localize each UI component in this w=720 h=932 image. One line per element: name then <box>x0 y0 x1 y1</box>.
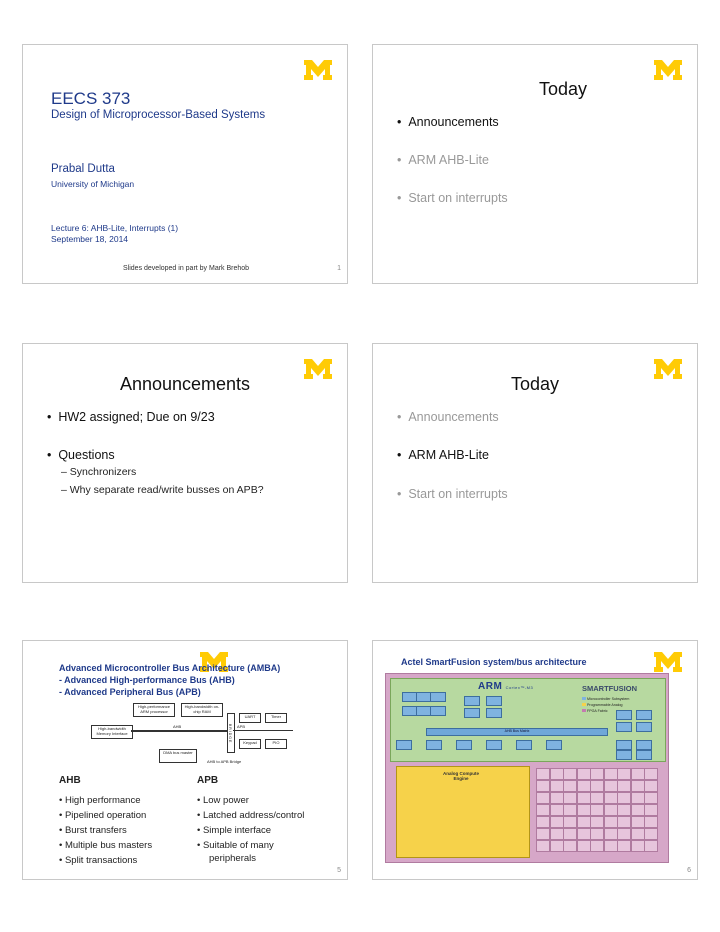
course-subtitle: Design of Microprocessor-Based Systems <box>51 109 266 121</box>
mss-block <box>616 722 632 732</box>
smartfusion-logo: SMARTFUSION <box>582 684 637 693</box>
credit-line: Slides developed in part by Mark Brehob <box>123 265 250 272</box>
mss-block <box>616 740 632 750</box>
apb-item: • Simple interface <box>197 825 272 836</box>
bus-matrix: AHB Bus Matrix <box>426 728 608 736</box>
slide-title: Today <box>538 79 587 99</box>
legend-mss: Microcontroller Subsystem <box>582 696 629 702</box>
author-name: Prabal Dutta <box>51 163 115 175</box>
fpga-tile <box>577 792 591 804</box>
fpga-tile <box>536 780 550 792</box>
fpga-tile <box>604 816 618 828</box>
fpga-tile <box>631 828 645 840</box>
fpga-tile <box>644 804 658 816</box>
fpga-tile <box>590 828 604 840</box>
fpga-fabric <box>536 768 660 854</box>
mss-block <box>430 706 446 716</box>
ahb-item: • Burst transfers <box>59 825 127 836</box>
mss-block <box>516 740 532 750</box>
slide-title: Actel SmartFusion system/bus architecture <box>401 657 587 667</box>
bullet-ahb-lite: • ARM AHB-Lite <box>397 153 489 167</box>
legend-fpga: FPGA Fabric <box>582 708 629 714</box>
mss-block <box>636 750 652 760</box>
diagram-ahb-bus <box>131 730 227 732</box>
mss-block <box>636 740 652 750</box>
bullet-interrupts: • Start on interrupts <box>397 191 508 205</box>
fpga-tile <box>577 828 591 840</box>
mss-block <box>486 708 502 718</box>
mss-block <box>636 710 652 720</box>
fpga-tile <box>550 768 564 780</box>
fpga-tile <box>590 804 604 816</box>
fpga-tile <box>550 828 564 840</box>
bullet-announcements: • Announcements <box>397 410 499 424</box>
apb-list-continuation: peripherals <box>209 853 256 864</box>
slide-6 <box>372 640 698 880</box>
fpga-tile <box>563 768 577 780</box>
diagram-ram-box: High-bandwidth on-chip RAM <box>181 703 223 717</box>
diagram-timer-box: Timer <box>265 713 287 723</box>
lecture-title: Lecture 6: AHB-Lite, Interrupts (1) <box>51 223 179 233</box>
fpga-tile <box>631 816 645 828</box>
fpga-tile <box>563 804 577 816</box>
acc-block <box>396 766 530 858</box>
acc-label: Analog Compute Engine <box>443 771 479 781</box>
mss-block <box>636 722 652 732</box>
fpga-tile <box>563 780 577 792</box>
diagram-apb-label: APB <box>237 724 246 729</box>
fpga-tile <box>590 780 604 792</box>
fpga-tile <box>604 780 618 792</box>
fpga-tile <box>617 816 631 828</box>
michigan-m-logo <box>303 59 333 81</box>
fpga-tile <box>604 792 618 804</box>
page-number: 5 <box>337 867 341 874</box>
bullet-interrupts: • Start on interrupts <box>397 487 508 501</box>
diagram-mem-box: High-bandwidth Memory Interface <box>91 725 133 739</box>
ahb-column-heading: AHB <box>59 775 81 786</box>
fpga-tile <box>604 768 618 780</box>
fpga-tile <box>550 792 564 804</box>
mss-block <box>616 750 632 760</box>
fpga-tile <box>604 828 618 840</box>
fpga-tile <box>536 768 550 780</box>
slide-title: Announcements <box>119 374 251 394</box>
fpga-tile <box>536 840 550 852</box>
mss-block <box>456 740 472 750</box>
fpga-tile <box>644 840 658 852</box>
fpga-tile <box>617 840 631 852</box>
fpga-tile <box>617 792 631 804</box>
apb-feature-list <box>197 793 304 853</box>
slide-5 <box>22 640 348 880</box>
fpga-tile <box>644 816 658 828</box>
fpga-tile <box>617 780 631 792</box>
bullet-hw2: • HW2 assigned; Due on 9/23 <box>47 410 215 424</box>
bullet-ahb-lite: • ARM AHB-Lite <box>397 448 489 462</box>
mss-block <box>426 740 442 750</box>
slide-2 <box>372 44 698 284</box>
mss-block <box>396 740 412 750</box>
sub-bullet-apb-busses: – Why separate read/write busses on APB? <box>61 484 264 496</box>
ahb-item: • Multiple bus masters <box>59 840 153 851</box>
diagram-apb-bus <box>233 730 293 731</box>
fpga-tile <box>644 792 658 804</box>
fpga-tile <box>590 840 604 852</box>
diagram-uart-box: UART <box>239 713 261 723</box>
fpga-tile <box>631 768 645 780</box>
fpga-tile <box>604 840 618 852</box>
fpga-tile <box>577 768 591 780</box>
fpga-tile <box>536 816 550 828</box>
amba-apb-line: - Advanced Peripheral Bus (APB) <box>59 687 201 697</box>
diagram-bridge-caption: AHB to APB Bridge <box>207 759 242 764</box>
slide-4 <box>372 343 698 583</box>
fpga-tile <box>604 804 618 816</box>
fpga-tile <box>631 840 645 852</box>
fpga-tile <box>577 816 591 828</box>
fpga-tile <box>577 780 591 792</box>
fpga-tile <box>631 780 645 792</box>
fpga-tile <box>631 792 645 804</box>
mss-block <box>464 696 480 706</box>
apb-item: • Low power <box>197 795 249 806</box>
fpga-tile <box>563 840 577 852</box>
fpga-tile <box>550 804 564 816</box>
bullet-questions: • Questions <box>47 448 115 462</box>
mss-block <box>486 740 502 750</box>
fpga-tile <box>644 780 658 792</box>
michigan-m-logo <box>653 651 683 673</box>
ahb-feature-list <box>59 793 152 868</box>
diagram-keypad-box: Keypad <box>239 739 261 749</box>
page-number: 6 <box>687 867 691 874</box>
fpga-tile <box>550 816 564 828</box>
fpga-tile <box>550 780 564 792</box>
fpga-tile <box>617 768 631 780</box>
diagram-ahb-label: AHB <box>173 724 182 729</box>
fpga-tile <box>631 804 645 816</box>
fpga-tile <box>590 816 604 828</box>
slide-1 <box>22 44 348 284</box>
fpga-tile <box>536 828 550 840</box>
legend-analog: Programmable Analog <box>582 702 629 708</box>
fpga-tile <box>577 804 591 816</box>
apb-item: • Suitable of many <box>197 840 274 851</box>
fpga-tile <box>590 792 604 804</box>
fpga-tile <box>577 840 591 852</box>
amba-heading: Advanced Microcontroller Bus Architecture (AMBA) <box>59 663 281 673</box>
mss-block <box>546 740 562 750</box>
page-number: 1 <box>337 265 341 272</box>
fpga-tile <box>563 816 577 828</box>
fpga-tile <box>590 768 604 780</box>
bullet-announcements: • Announcements <box>397 115 499 129</box>
slide-3 <box>22 343 348 583</box>
lecture-date: September 18, 2014 <box>51 234 129 244</box>
affiliation: University of Michigan <box>51 179 135 189</box>
fpga-tile <box>644 828 658 840</box>
fpga-tile <box>617 804 631 816</box>
smartfusion-diagram <box>385 673 669 863</box>
fpga-tile <box>563 792 577 804</box>
amba-diagram <box>89 701 299 767</box>
diagram-dma-box: DMA bus master <box>159 749 197 763</box>
mss-block <box>430 692 446 702</box>
mss-block <box>616 710 632 720</box>
fpga-tile <box>617 828 631 840</box>
fpga-tile <box>536 804 550 816</box>
diagram-cpu-box: High-performance ARM processor <box>133 703 175 717</box>
sub-bullet-synchronizers: – Synchronizers <box>61 466 137 478</box>
mss-block <box>464 708 480 718</box>
fpga-tile <box>550 840 564 852</box>
slide-title: Today <box>510 374 560 394</box>
fpga-tile <box>644 768 658 780</box>
ahb-item: • High performance <box>59 795 141 806</box>
ahb-item: • Pipelined operation <box>59 810 147 821</box>
diagram-bridge-box: B R I D G E <box>227 713 235 753</box>
apb-item: • Latched address/control <box>197 810 305 821</box>
mss-block <box>486 696 502 706</box>
fpga-tile <box>563 828 577 840</box>
diagram-pio-box: PIO <box>265 739 287 749</box>
amba-ahb-line: - Advanced High-performance Bus (AHB) <box>59 675 235 685</box>
course-title: EECS 373 <box>51 89 131 108</box>
ahb-item: • Split transactions <box>59 855 138 866</box>
michigan-m-logo <box>653 59 683 81</box>
apb-column-heading: APB <box>197 775 219 786</box>
fpga-tile <box>536 792 550 804</box>
arm-logo: ARM Cortex™-M3 <box>478 681 534 692</box>
